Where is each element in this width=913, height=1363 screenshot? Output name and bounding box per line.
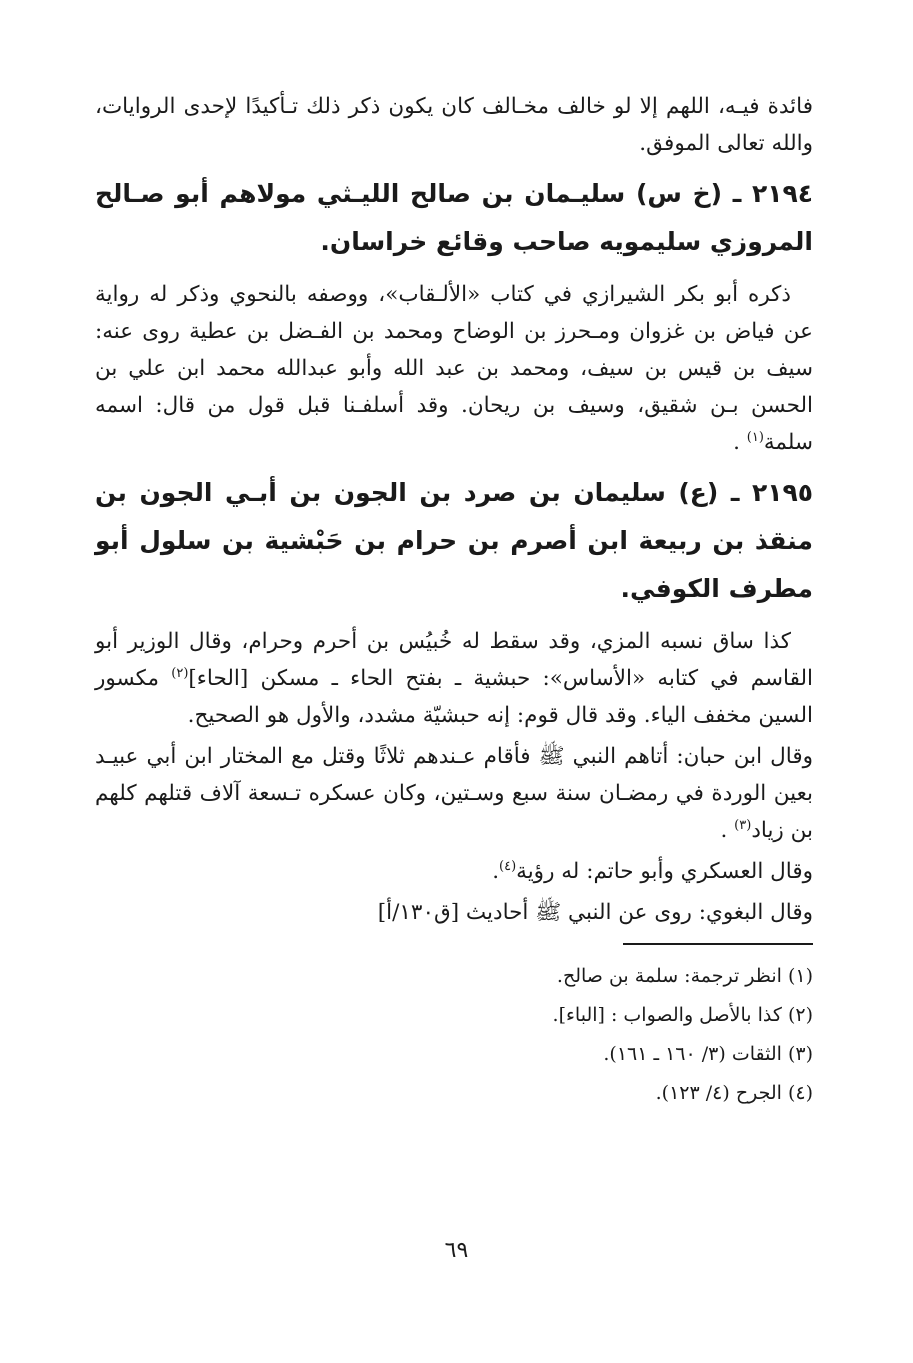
footnote-number: (١) [787, 965, 813, 987]
footnote-item [95, 957, 813, 996]
footnote-ref-2[interactable]: (٢) [171, 665, 189, 681]
page-number: ٦٩ [444, 1238, 469, 1263]
page-body [95, 88, 813, 1288]
entry-2195-paragraph-1 [95, 623, 813, 734]
footnote-item [95, 996, 813, 1035]
entry-2195-p3-text-a: وقال العسكري وأبو حاتم: له رؤية [516, 859, 813, 884]
footnote-ref-3[interactable]: (٣) [734, 817, 752, 833]
footnote-divider [623, 943, 813, 945]
footnote-text: الجرح (٤/ ١٢٣). [655, 1082, 782, 1104]
entry-2195-p3-text-b: . [492, 859, 500, 884]
footnote-number: (٤) [787, 1082, 813, 1104]
footnote-ref-1[interactable]: (١) [746, 429, 764, 445]
entry-2195-p2-text-a: وقال ابن حبان: أتاهم النبي ﷺ فأقام عـندهم ثلاثًا وقتل مع المختار ابن أبي عبيـد بعين الوردة في رمضـان سنة سبع وسـتين، وكان عسكره تـسعة آلاف قتلهم كلهم بن زياد [95, 744, 813, 843]
footnote-text: كذا بالأصل والصواب : [الباء]. [552, 1004, 782, 1026]
footnote-text: انظر ترجمة: سلمة بن صالح. [556, 965, 782, 987]
footnote-number: (٢) [787, 1004, 813, 1026]
entry-2195-paragraph-4: وقال البغوي: روى عن النبي ﷺ أحاديث [ق١٣٠/أ] [377, 900, 813, 925]
entry-2195-p1-text-a: كذا ساق نسبه المزي، وقد سقط له خُبيُس بن أحرم وحرام، وقال الوزير أبو القاسم في كتابه «الأساس»: حبشية ـ بفتح الحاء ـ مسكن [الحاء] [95, 629, 813, 691]
footnotes [95, 957, 813, 1113]
entry-2194-paragraph [95, 276, 813, 461]
entry-2194-text: ذكره أبو بكر الشيرازي في كتاب «الألـقاب»، ووصفه بالنحوي وذكر له رواية عن فياض بن غزوان ومـحرز بن الوضاح ومحمد بن الفـضل بن عطية روى عنه: سيف بن قيس بن سيف، ومحمد بن عبد الله وأبو عبدالله محمد ابن علي بن الحسن بـن شقيق، وسيف بن ريحان. وقد أسلفـنا قبل قول من قال: اسمه سلمة [95, 282, 813, 455]
entry-2195-p1-text-b: مكسور السين مخفف الياء. وقد قال قوم: إنه حبشيّة مشدد، والأول هو الصحيح. [95, 666, 813, 728]
footnote-item [95, 1035, 813, 1074]
footnote-item [95, 1074, 813, 1113]
footnote-text: الثقات (٣/ ١٦٠ ـ ١٦١). [603, 1043, 782, 1065]
entry-2195-paragraph-2 [95, 738, 813, 849]
footnote-number: (٣) [787, 1043, 813, 1065]
entry-2194-text-end: . [733, 430, 747, 455]
entry-2195-heading: ٢١٩٥ ـ (ع) سليمان بن صرد بن الجون بن أبـي الجون بن منقذ بن ربيعة ابن أصرم بن حرام بن حَبْشية بن سلول أبو مطرف الكوفي. [95, 478, 813, 603]
prev-entry-paragraph: فائدة فيـه، اللهم إلا لو خالف مخـالف كان يكون ذكر ذلك تـأكيدًا لإحدى الروايات، والله تعالى الموفق. [95, 94, 813, 156]
footnote-ref-4[interactable]: (٤) [499, 858, 517, 874]
entry-2195-p2-text-b: . [720, 818, 735, 843]
entry-2194-heading: ٢١٩٤ ـ (خ س) سليـمان بن صالح الليـثي مولاهم أبو صـالح المروزي سليمويه صاحب وقائع خراسان. [95, 179, 813, 256]
entry-2195-paragraph-3 [95, 853, 813, 890]
